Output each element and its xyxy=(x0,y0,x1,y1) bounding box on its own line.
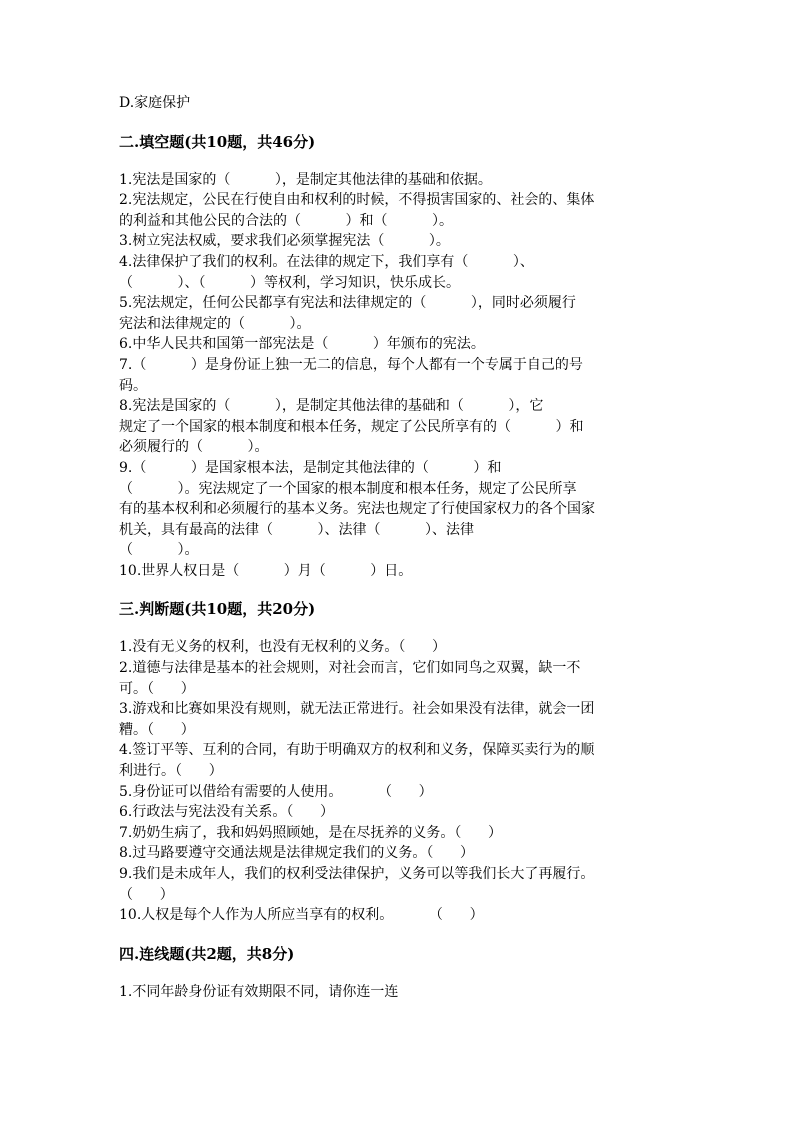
exam-page xyxy=(119,93,679,1002)
section-true-false xyxy=(119,637,679,925)
question-line: 6.中华人民共和国第一部宪法是（ ）年颁布的宪法。 xyxy=(119,336,485,353)
question-line: （ ）。宪法规定了一个国家的根本制度和根本任务，规定了公民所享 xyxy=(119,480,577,497)
question-line: 3.游戏和比赛如果没有规则，就无法正常进行。社会如果没有法律，就会一团 xyxy=(119,701,595,718)
question-line: 利进行。（ ） xyxy=(119,763,223,780)
question-line: 的利益和其他公民的合法的（ ）和（ ）。 xyxy=(119,212,454,229)
question-line: 8.过马路要遵守交通法规是法律规定我们的义务。（ ） xyxy=(119,845,475,862)
question-line: 5.身份证可以借给有需要的人使用。 （ ） xyxy=(119,783,433,800)
question-line: 1.没有无义务的权利，也没有无权利的义务。（ ） xyxy=(119,639,447,656)
question-line: 规定了一个国家的根本制度和根本任务，规定了公民所享有的（ ）和 xyxy=(119,418,584,435)
question-line: 7.奶奶生病了，我和妈妈照顾她，是在尽抚养的义务。（ ） xyxy=(119,824,503,841)
question-line: 7.（ ）是身份证上独一无二的信息，每个人都有一个专属于自己的号 xyxy=(119,356,583,373)
question-line: 4.法律保护了我们的权利。在法律的规定下，我们享有（ ）、 xyxy=(119,253,534,270)
question-line: 有的基本权利和必须履行的基本义务。宪法也规定了行使国家权力的各个国家 xyxy=(119,501,595,518)
question-line: 10.人权是每个人作为人所应当享有的权利。 （ ） xyxy=(119,907,484,924)
question-line: （ ）、（ ）等权利，学习知识，快乐成长。 xyxy=(119,274,461,291)
option-d: D.家庭保护 xyxy=(119,95,191,111)
question-line: 10.世界人权日是（ ）月（ ）日。 xyxy=(119,562,413,579)
question-line: （ ） xyxy=(119,886,174,903)
question-line: 4.签订平等、互利的合同，有助于明确双方的权利和义务，保障买卖行为的顺 xyxy=(119,742,595,759)
question-line: 9.我们是未成年人，我们的权利受法律保护，义务可以等我们长大了再履行。 xyxy=(119,866,595,882)
question-line: 糟。（ ） xyxy=(119,721,195,738)
section-matching-title: 四.连线题(共2题，共8分) xyxy=(119,944,295,963)
section-matching xyxy=(119,982,679,1003)
section-fill-in-blank-title: 二.填空题(共10题，共46分) xyxy=(119,132,316,151)
question-line: 宪法和法律规定的（ ）。 xyxy=(119,315,311,332)
question-line: 9.（ ）是国家根本法，是制定其他法律的（ ）和 xyxy=(119,459,502,476)
question-line: 6.行政法与宪法没有关系。（ ） xyxy=(119,804,335,821)
question-line: 8.宪法是国家的（ ），是制定其他法律的基础和（ ），它 xyxy=(119,398,544,415)
section-true-false-title: 三.判断题(共10题，共20分) xyxy=(119,600,316,619)
question-line: 码。 xyxy=(119,377,147,394)
question-line: 机关，具有最高的法律（ ）、法律（ ）、法律 xyxy=(119,521,475,538)
question-line: 1.不同年龄身份证有效期限不同，请你连一连 xyxy=(119,983,399,1000)
section-fill-in-blank xyxy=(119,170,679,582)
question-line: 2.道德与法律是基本的社会规则，对社会而言，它们如同鸟之双翼，缺一不 xyxy=(119,660,581,677)
question-line: 1.宪法是国家的（ ），是制定其他法律的基础和依据。 xyxy=(119,171,492,188)
question-line: 2.宪法规定，公民在行使自由和权利的时候，不得损害国家的、社会的、集体 xyxy=(119,192,595,209)
question-line: 3.树立宪法权威，要求我们必须掌握宪法（ ）。 xyxy=(119,233,450,250)
question-line: 可。（ ） xyxy=(119,680,195,697)
question-line: （ ）。 xyxy=(119,542,199,559)
question-line: 5.宪法规定，任何公民都享有宪法和法律规定的（ ），同时必须履行 xyxy=(119,295,576,312)
question-line: 必须履行的（ ）。 xyxy=(119,439,269,456)
